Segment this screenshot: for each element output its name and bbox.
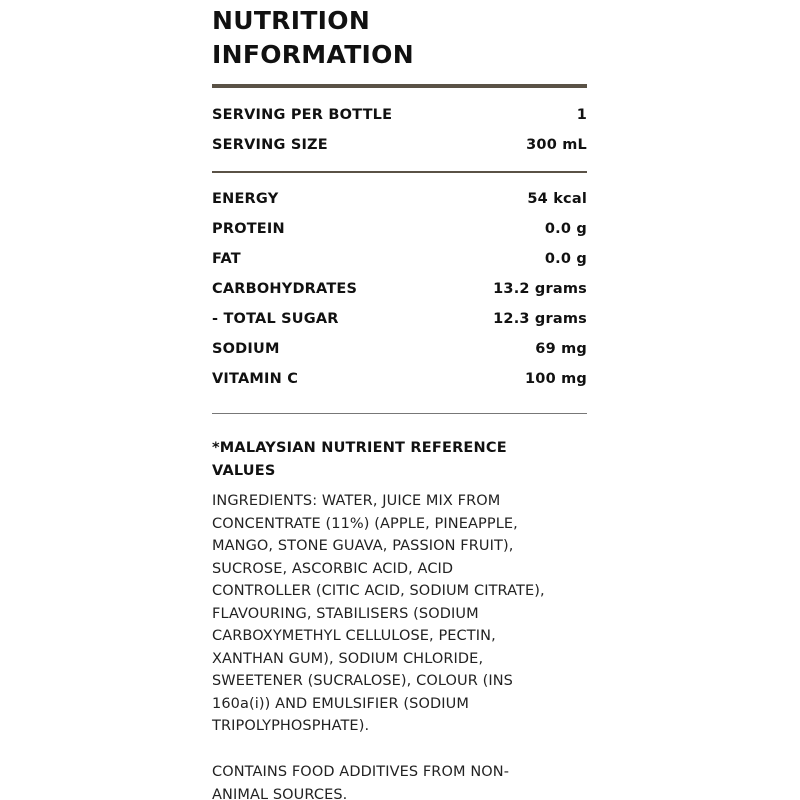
nutrient-value: 12.3 grams bbox=[493, 311, 587, 327]
nutrition-title bbox=[212, 4, 587, 72]
serving-value: 300 mL bbox=[526, 137, 587, 153]
ingredients-line: TRIPOLYPHOSPHATE). bbox=[212, 718, 370, 734]
reference-line-1: *MALAYSIAN NUTRIENT REFERENCE bbox=[212, 440, 507, 456]
title-divider bbox=[212, 84, 587, 88]
ingredients-line: FLAVOURING, STABILISERS (SODIUM bbox=[212, 605, 479, 622]
title-line-1: NUTRITION bbox=[212, 6, 371, 35]
nutrient-label: CARBOHYDRATES bbox=[212, 281, 358, 297]
nutrient-label: SODIUM bbox=[212, 341, 280, 357]
nutrient-value: 54 kcal bbox=[527, 191, 587, 207]
serving-label: SERVING SIZE bbox=[212, 137, 328, 153]
nutrient-row bbox=[212, 244, 587, 274]
reference-line-2: VALUES bbox=[212, 462, 276, 479]
serving-divider bbox=[212, 171, 587, 173]
ingredients-line: INGREDIENTS: WATER, JUICE MIX FROM bbox=[212, 493, 501, 509]
nutrient-row bbox=[212, 214, 587, 244]
nutrients-divider bbox=[212, 413, 587, 414]
nutrient-label: ENERGY bbox=[212, 191, 279, 207]
nutrient-row bbox=[212, 304, 587, 334]
nutrient-value: 69 mg bbox=[535, 341, 587, 357]
reference-values-heading bbox=[212, 437, 587, 482]
nutrient-value: 13.2 grams bbox=[493, 281, 587, 297]
additives-line: CONTAINS FOOD ADDITIVES FROM NON- bbox=[212, 764, 510, 780]
ingredients-line: CONTROLLER (CITIC ACID, SODIUM CITRATE), bbox=[212, 583, 545, 599]
nutrient-row bbox=[212, 334, 587, 364]
nutrient-value: 0.0 g bbox=[544, 251, 587, 267]
ingredients-line: SUCROSE, ASCORBIC ACID, ACID bbox=[212, 560, 454, 577]
serving-label: SERVING PER BOTTLE bbox=[212, 107, 393, 123]
nutrient-row bbox=[212, 274, 587, 304]
ingredients-line: CARBOXYMETHYL CELLULOSE, PECTIN, bbox=[212, 628, 496, 644]
nutrient-label: FAT bbox=[212, 251, 241, 267]
additives-text bbox=[212, 761, 592, 800]
nutrient-row bbox=[212, 184, 587, 214]
nutrient-row bbox=[212, 364, 587, 394]
ingredients-line: SWEETENER (SUCRALOSE), COLOUR (INS bbox=[212, 673, 513, 689]
nutrient-value: 100 mg bbox=[524, 371, 587, 387]
nutrient-value: 0.0 g bbox=[544, 221, 587, 237]
ingredients-line: CONCENTRATE (11%) (APPLE, PINEAPPLE, bbox=[212, 515, 518, 532]
ingredients-line: XANTHAN GUM), SODIUM CHLORIDE, bbox=[212, 650, 484, 667]
title-line-2: INFORMATION bbox=[212, 40, 414, 69]
nutrient-label: VITAMIN C bbox=[212, 371, 299, 387]
serving-row bbox=[212, 130, 587, 160]
ingredients-text bbox=[212, 490, 592, 738]
additives-line: ANIMAL SOURCES. bbox=[212, 786, 348, 800]
ingredients-line: 160a(i)) AND EMULSIFIER (SODIUM bbox=[212, 695, 469, 712]
serving-row bbox=[212, 100, 587, 130]
ingredients-line: MANGO, STONE GUAVA, PASSION FRUIT), bbox=[212, 538, 514, 554]
nutrient-label: PROTEIN bbox=[212, 221, 285, 237]
nutrient-label: - TOTAL SUGAR bbox=[212, 311, 339, 327]
serving-value: 1 bbox=[576, 107, 587, 123]
